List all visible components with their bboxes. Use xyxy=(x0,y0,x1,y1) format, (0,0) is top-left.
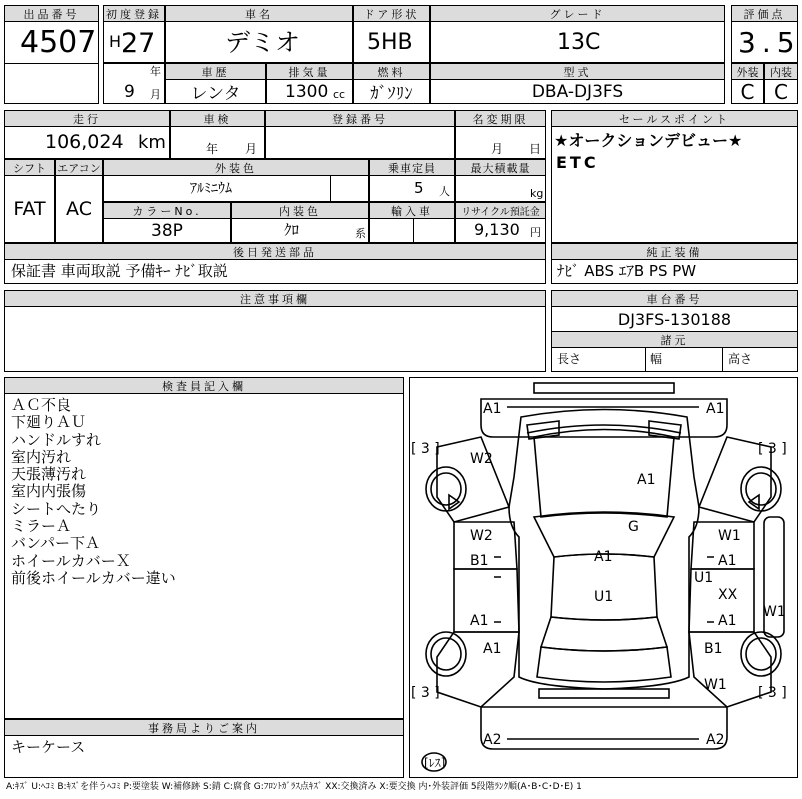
length-label: 長さ xyxy=(557,352,582,366)
header-mileage: 走行 xyxy=(4,110,170,127)
chassis-no: DJ3FS-130188 xyxy=(551,306,798,332)
ext-color: ｱﾙﾐﾆｳﾑ xyxy=(190,181,232,197)
damage-hood: A1 xyxy=(637,472,656,488)
header-max-load: 最大積載量 xyxy=(455,159,546,176)
header-int-color: 内装色 xyxy=(231,202,369,219)
damage-rear-l: A2 xyxy=(483,732,502,748)
lot-blank-box xyxy=(4,63,99,104)
header-exterior: 外装 xyxy=(731,63,764,80)
grade: 13C xyxy=(557,30,601,55)
damage-roof-u: U1 xyxy=(594,589,614,605)
header-fuel: 燃料 xyxy=(353,63,430,80)
yen-unit: 円 xyxy=(530,226,541,239)
damage-door-fr-a: A1 xyxy=(718,553,737,569)
damage-rear-r: A2 xyxy=(706,732,725,748)
aircon: AC xyxy=(55,175,103,243)
mileage-unit: km xyxy=(138,132,166,153)
damage-front-right: A1 xyxy=(706,401,725,417)
header-sales-point: セールスポイント xyxy=(551,110,798,127)
header-first-reg: 初度登録 xyxy=(103,5,165,22)
displacement: 1300 xyxy=(285,82,329,102)
int-color: ｸﾛ xyxy=(284,221,300,239)
door-type: 5HB xyxy=(367,30,413,55)
header-score: 評価点 xyxy=(731,5,798,22)
tire-depth-rr: [ 3 ] xyxy=(758,685,787,701)
later-parts: 保証書 車両取説 予備ｷｰ ﾅﾋﾞ取説 xyxy=(11,262,228,280)
header-inspector-notes: 検査員記入欄 xyxy=(4,377,404,394)
damage-roof: A1 xyxy=(594,549,613,565)
header-lot-no: 出品番号 xyxy=(4,5,99,22)
header-car-name: 車名 xyxy=(165,5,353,22)
inspector-item: 室内汚れ xyxy=(11,447,72,466)
header-capacity: 乗車定員 xyxy=(369,159,455,176)
nc-day-unit: 日 xyxy=(529,142,542,156)
header-recycle: リサイクル預託金 xyxy=(455,202,546,219)
color-no: 38P xyxy=(103,218,231,243)
width-label: 幅 xyxy=(650,352,663,366)
header-dimensions: 諸元 xyxy=(551,331,798,348)
header-shift: シフト xyxy=(4,159,55,176)
header-aircon: エアコン xyxy=(55,159,103,176)
header-color-no: カラーNo. xyxy=(103,202,231,219)
history: レンタ xyxy=(165,79,266,104)
damage-windshield: G xyxy=(628,519,639,535)
legend: A:ｷｽﾞ U:ﾍｺﾐ B:ｷｽﾞを伴うﾍｺﾐ P:要塗装 W:補修跡 S:錆 C:腐食 G:ﾌﾛﾝﾄｶﾞﾗｽ点ｷｽﾞ XX:交換済み X:要交換 内･外装評価 5段階ﾗﾝｸ順(A･B･C･D･E) 1 xyxy=(6,782,582,792)
header-history: 車歴 xyxy=(165,63,266,80)
reg-month: 9 xyxy=(124,82,135,102)
inspector-item: ミラーＡ xyxy=(11,517,72,536)
header-registration-no: 登録番号 xyxy=(265,110,455,127)
sales-point-2: ETC xyxy=(556,153,599,172)
notes-box xyxy=(4,306,546,372)
int-suffix: 系 xyxy=(355,227,366,240)
header-name-change: 名変期限 xyxy=(455,110,546,127)
mileage: 106,024 xyxy=(45,131,124,153)
tire-depth-fl: [ 3 ] xyxy=(411,441,440,457)
sales-point-1: ★オークションデビュー★ xyxy=(554,131,743,150)
inspector-item: ホイールカバーＸ xyxy=(11,551,131,570)
ext-grade: C xyxy=(731,79,764,104)
inspector-item: バンパー下Ａ xyxy=(11,534,100,553)
damage-door-rl: A1 xyxy=(470,613,489,629)
import-box-2 xyxy=(413,218,455,243)
inspector-item: 天張薄汚れ xyxy=(11,465,87,484)
inspector-item: 下廻りＡＵ xyxy=(11,413,87,432)
import-box xyxy=(369,218,414,243)
cc-unit: cc xyxy=(333,88,346,101)
month-unit-label: 月 xyxy=(150,88,161,101)
header-ext-color: 外装色 xyxy=(103,159,369,176)
tire-depth-rl: [ 3 ] xyxy=(411,685,440,701)
nc-month-unit: 月 xyxy=(491,142,504,156)
inspector-notes-list xyxy=(11,397,176,587)
tire-depth-fr: [ 3 ] xyxy=(758,441,787,457)
header-chassis-no: 車台番号 xyxy=(551,290,798,307)
reg-year: 27 xyxy=(121,28,156,59)
lot-no: 4507 xyxy=(20,25,97,60)
year-unit-label: 年 xyxy=(150,65,161,78)
header-office-notes: 事務局よりご案内 xyxy=(4,719,404,736)
header-grade: グレード xyxy=(430,5,725,22)
inspector-item: ハンドルすれ xyxy=(11,430,102,449)
inspector-item: 前後ホイールカバー違い xyxy=(11,568,176,587)
car-diagram xyxy=(409,377,798,778)
model-code: DBA-DJ3FS xyxy=(430,79,725,104)
persons-unit: 人 xyxy=(439,185,450,198)
header-displacement: 排気量 xyxy=(266,63,353,80)
header-later-parts: 後日発送部品 xyxy=(4,243,546,260)
header-door-type: ドア形状 xyxy=(353,5,430,22)
insp-month-unit: 月 xyxy=(245,142,258,156)
int-color-box xyxy=(231,218,369,243)
damage-fender-l: W2 xyxy=(470,451,493,467)
damage-door-fr-w: W1 xyxy=(718,528,741,544)
header-inspection: 車検 xyxy=(170,110,265,127)
equipment: ﾅﾋﾞ ABS ｴｱB PS PW xyxy=(557,262,697,280)
damage-rocker-r: W1 xyxy=(763,604,786,620)
header-interior: 内装 xyxy=(764,63,798,80)
fuel: ｶﾞｿﾘﾝ xyxy=(353,79,430,104)
damage-door-fr-u: U1 xyxy=(694,570,714,586)
header-genuine-equip: 純正装備 xyxy=(551,243,798,260)
registration-box xyxy=(265,126,455,159)
damage-rear-fender-r-w: W1 xyxy=(704,677,727,693)
era-label: H xyxy=(109,32,122,51)
damage-door-fl-b: B1 xyxy=(470,553,489,569)
damage-door-rr-a: A1 xyxy=(718,613,737,629)
score: 3.5 xyxy=(738,26,801,59)
office-info: キーケース xyxy=(11,738,86,756)
header-notes: 注意事項欄 xyxy=(4,290,546,307)
kg-unit: kg xyxy=(530,187,544,200)
damage-rear-fender-l: A1 xyxy=(483,641,502,657)
inspector-item: シートへたり xyxy=(11,499,102,518)
shift: FAT xyxy=(4,175,55,243)
damage-door-fl-w: W2 xyxy=(470,528,493,544)
header-model-code: 型式 xyxy=(430,63,725,80)
spare-tire: [ﾚｽ] xyxy=(424,756,446,770)
car-name: デミオ xyxy=(225,28,301,57)
inspector-item: ＡＣ不良 xyxy=(11,396,72,414)
recycle: 9,130 xyxy=(474,220,520,239)
inspector-item: 室内内張傷 xyxy=(11,482,87,501)
damage-door-rr-xx: XX xyxy=(718,587,738,603)
damage-front-left: A1 xyxy=(483,401,502,417)
damage-rear-fender-r-b: B1 xyxy=(704,641,723,657)
int-grade: C xyxy=(764,79,798,104)
height-label: 高さ xyxy=(728,352,753,366)
insp-year-unit: 年 xyxy=(206,142,219,156)
header-import: 輸入車 xyxy=(369,202,455,219)
ext-color-extra xyxy=(330,175,369,202)
capacity: 5 xyxy=(414,179,424,197)
